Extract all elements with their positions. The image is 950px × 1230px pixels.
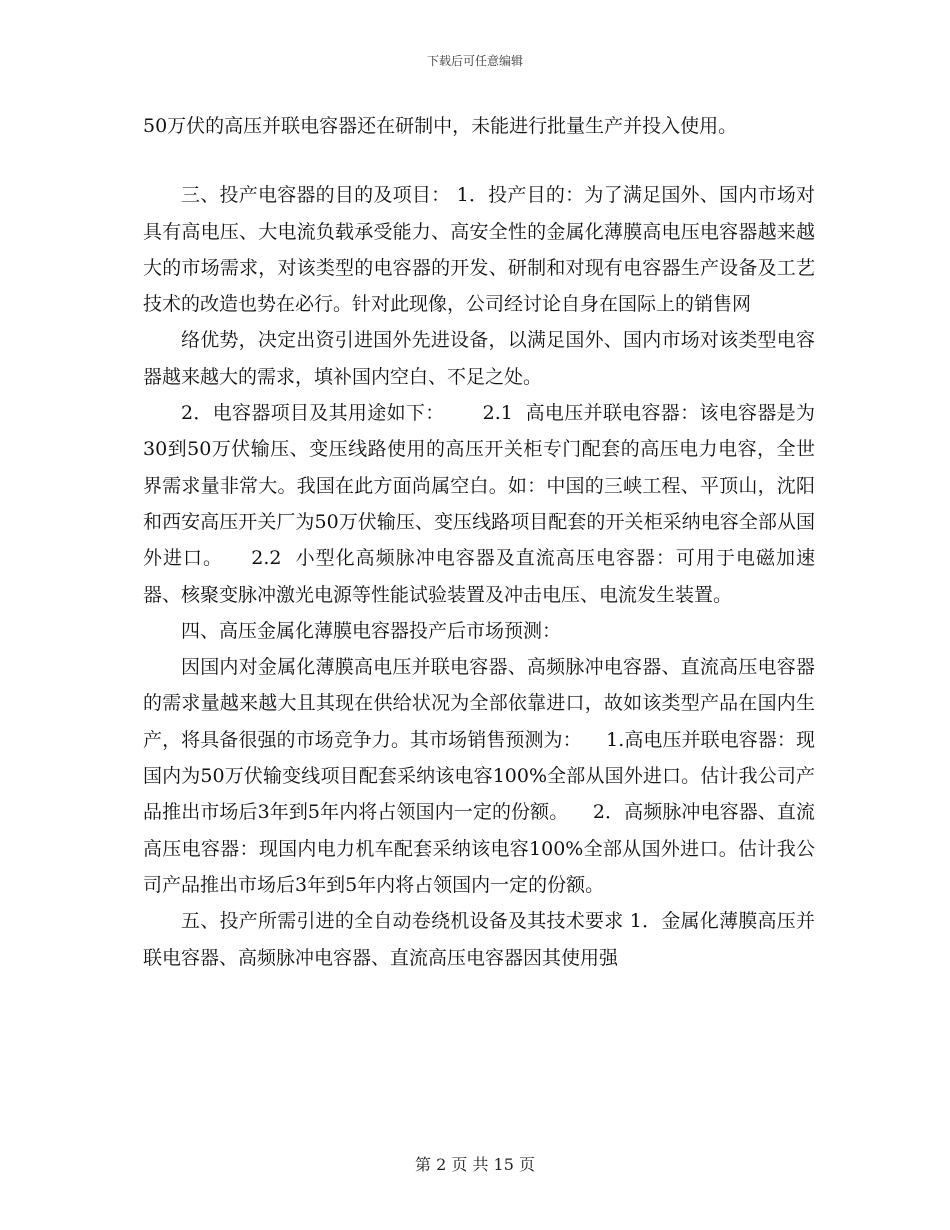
paragraph-7: 五、投产所需引进的全自动卷绕机设备及其技术要求 1．金属化薄膜高压并联电容器、高频脉冲电容器、直流高压电容器因其使用强 xyxy=(143,910,815,969)
paragraph-6: 因国内对金属化薄膜高电压并联电容器、高频脉冲电容器、直流高压电容器的需求量越来越大且其现在供给状况为全部依靠进口，故如该类型产品在国内生产，将具备很强的市场竞争力。其市场销售预测为： 1.高电压并联电容器：现国内为50万伏输变线项目配套采纳该电容100%全部从国外进口。估计我公司产品推出市场后3年到5年内将占领国内一定的份额。 2．高频脉冲电容器、直流高压电容器：现国内电力机车配套采纳该电容100%全部从国外进口。估计我公司产品推出市场后3年到5年内将占领国内一定的份额。 xyxy=(143,656,815,896)
document-body xyxy=(143,108,815,976)
paragraph-5: 四、高压金属化薄膜电容器投产后市场预测： xyxy=(181,619,562,642)
paragraph-2: 三、投产电容器的目的及项目： 1．投产目的：为了满足国外、国内市场对具有高电压、大电流负载承受能力、高安全性的金属化薄膜高电压电容器越来越大的市场需求，对该类型的电容器的开发、研制和对现有电容器生产设备及工艺技术的改造也势在必行。针对此现像，公司经讨论自身在国际上的销售网 xyxy=(143,184,815,316)
page-header: 下载后可任意编辑 xyxy=(426,54,523,68)
paragraph-3: 络优势，决定出资引进国外先进设备，以满足国外、国内市场对该类型电容器越来越大的需求，填补国内空白、不足之处。 xyxy=(143,329,815,388)
page-number: 第 2 页 共 15 页 xyxy=(415,1155,535,1174)
paragraph-4: 2．电容器项目及其用途如下： 2.1 高电压并联电容器：该电容器是为30到50万伏输压、变压线路使用的高压开关柜专门配套的高压电力电容，全世界需求量非常大。我国在此方面尚属空白。如：中国的三峡工程、平顶山，沈阳和西安高压开关厂为50万伏输压、变压线路项目配套的开关柜采纳电容全部从国外进口。 2.2 小型化高频脉冲电容器及直流高压电容器：可用于电磁加速器、核聚变脉冲激光电源等性能试验装置及冲击电压、电流发生装置。 xyxy=(143,402,815,606)
paragraph-1: 50万伏的高压并联电容器还在研制中，未能进行批量生产并投入使用。 xyxy=(143,115,738,137)
